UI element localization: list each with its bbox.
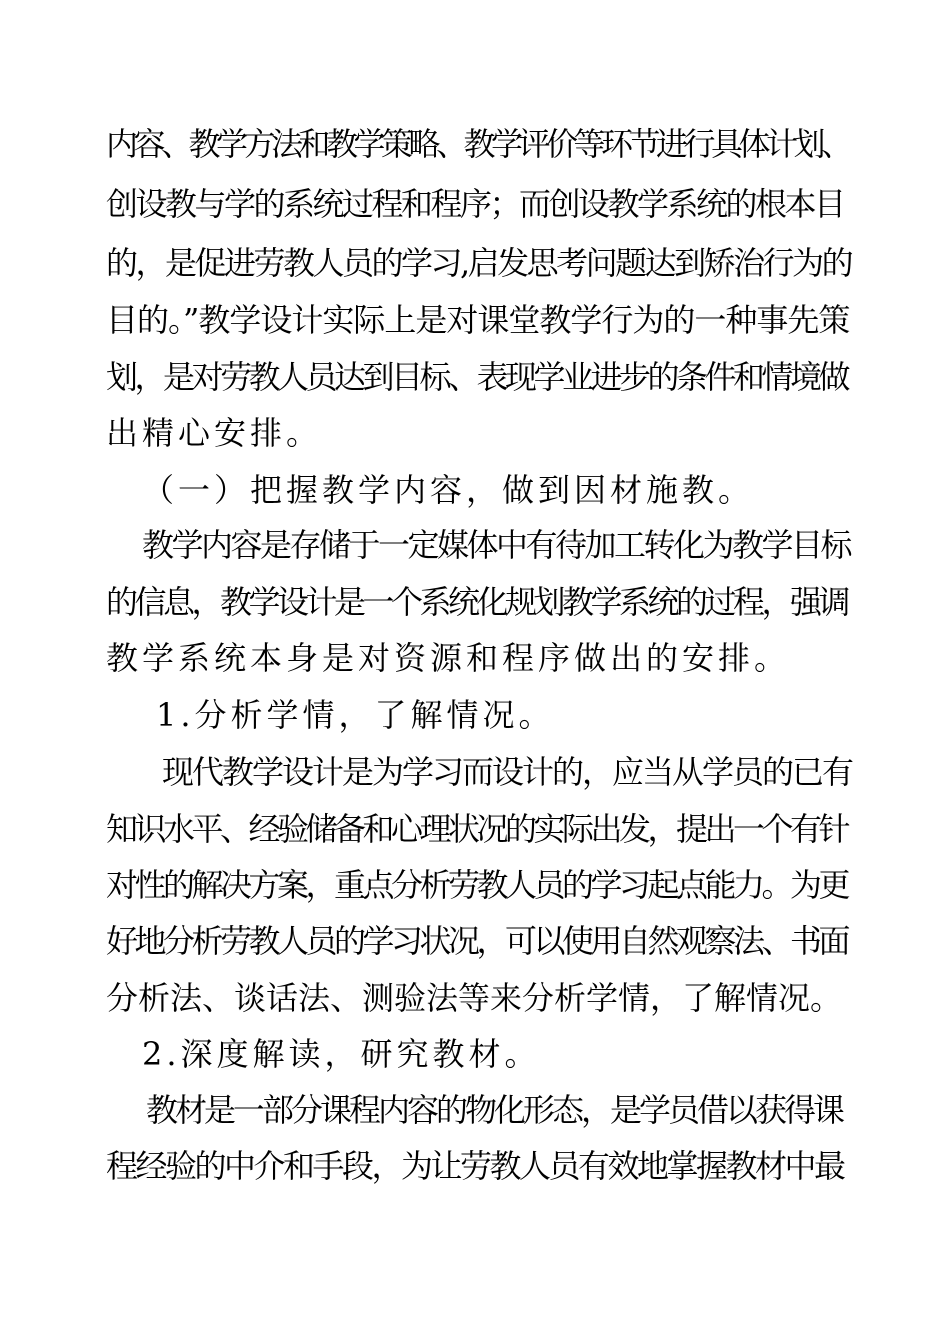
- subsection-heading: 1.分析学情，了解情况。: [156, 696, 555, 734]
- paragraph-line: 对性的解决方案，重点分析劳教人员的学习起点能力。为更: [106, 866, 848, 904]
- paragraph-line: 现代教学设计是为学习而设计的，应当从学员的已有: [162, 753, 853, 791]
- paragraph-line: 的信息，教学设计是一个系统化规划教学系统的过程，强调: [106, 583, 848, 621]
- paragraph-line: 好地分析劳教人员的学习状况，可以使用自然观察法、书面: [106, 922, 848, 960]
- paragraph-line: 划，是对劳教人员达到目标、表现学业进步的条件和情境做: [106, 358, 848, 396]
- subsection-heading: 2.深度解读，研究教材。: [142, 1035, 541, 1073]
- paragraph-line: 知识水平、经验储备和心理状况的实际出发，提出一个有针: [106, 810, 848, 848]
- paragraph-line: 内容、教学方法和教学策略、教学评价等环节进行具体计划、: [106, 125, 849, 163]
- paragraph-line: 分析法、谈话法、测验法等来分析学情，了解情况。: [106, 979, 843, 1017]
- paragraph-line: 程经验的中介和手段，为让劳教人员有效地掌握教材中最: [106, 1147, 844, 1185]
- paragraph-line: 教材是一部分课程内容的物化形态，是学员借以获得课: [146, 1091, 843, 1129]
- paragraph-line: 教学内容是存储于一定媒体中有待加工转化为教学目标: [142, 526, 851, 564]
- paragraph-line: 创设教与学的系统过程和程序；而创设教学系统的根本目: [106, 185, 844, 223]
- section-heading: （一）把握教学内容，做到因材施教。: [142, 471, 755, 509]
- paragraph-line: 教学系统本身是对资源和程序做出的安排。: [106, 639, 791, 677]
- paragraph-line: 的，是促进劳教人员的学习,启发思考问题达到矫治行为的: [106, 244, 852, 282]
- paragraph-line: 目的。”教学设计实际上是对课堂教学行为的一种事先策: [106, 301, 850, 339]
- paragraph-line: 出精心安排。: [106, 414, 323, 452]
